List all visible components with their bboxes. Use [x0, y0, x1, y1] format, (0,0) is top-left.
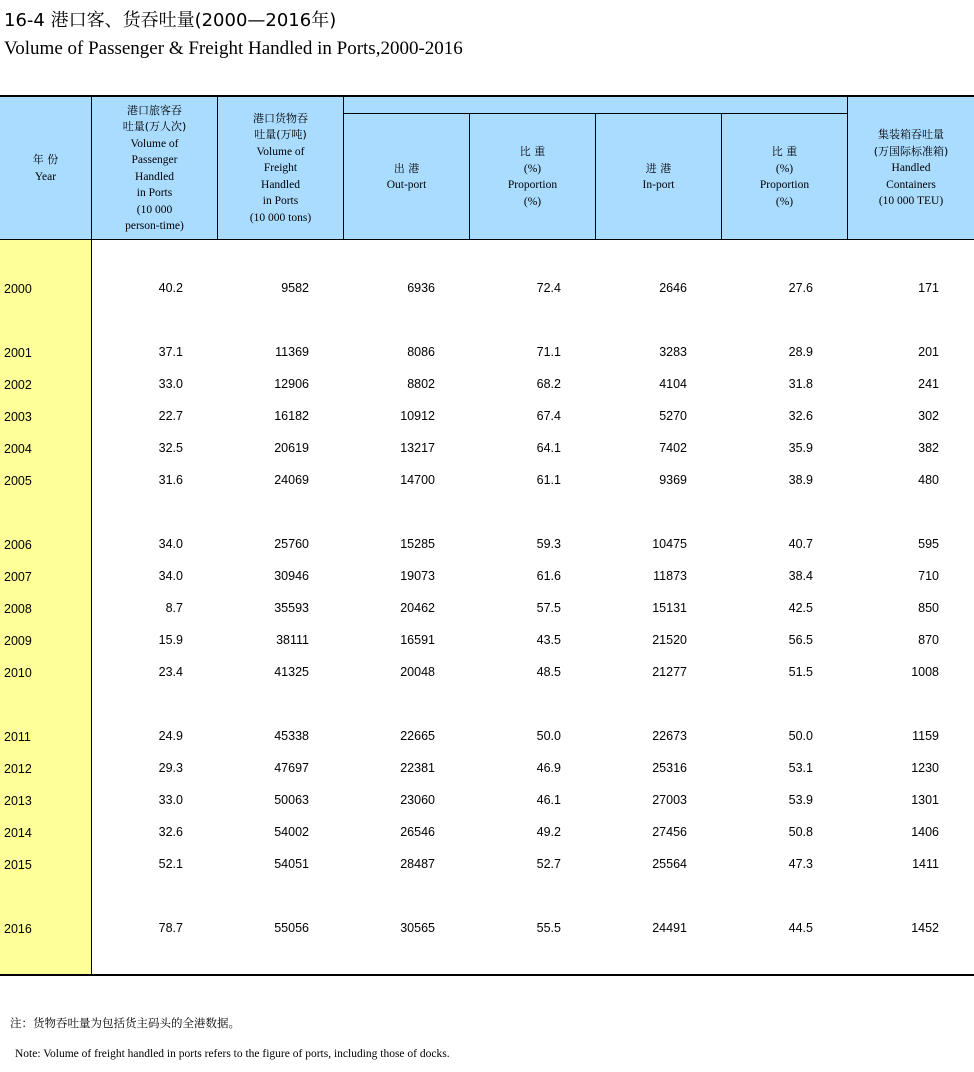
note-en: Note: Volume of freight handled in ports refers to the figure of ports, including those of docks. — [15, 1048, 450, 1060]
outport-cell: 19073 — [400, 569, 435, 583]
year-cell: 2007 — [4, 570, 32, 584]
passenger-cell: 34.0 — [158, 537, 183, 551]
inport-cell: 3283 — [659, 345, 687, 359]
in-pct-cell: 38.9 — [788, 473, 813, 487]
passenger-cell: 32.5 — [158, 441, 183, 455]
outport-cell: 8086 — [407, 345, 435, 359]
freight-cell: 35593 — [274, 601, 309, 615]
in-pct-cell: 50.8 — [788, 825, 813, 839]
note-cn: 注：货物吞吐量为包括货主码头的全港数据。 — [10, 1016, 240, 1030]
inport-cell: 11873 — [653, 569, 687, 583]
passenger-cell: 52.1 — [158, 857, 183, 871]
passenger-cell: 23.4 — [158, 665, 183, 679]
header-in-proportion-en: Proportion — [759, 179, 810, 191]
in-pct-cell: 53.9 — [788, 793, 813, 807]
outport-cell: 28487 — [400, 857, 435, 871]
grid-line — [595, 113, 596, 240]
year-cell: 2000 — [4, 282, 32, 296]
containers-cell: 1159 — [912, 729, 939, 743]
containers-cell: 1008 — [911, 665, 939, 679]
outport-cell: 22665 — [400, 729, 435, 743]
year-cell: 2002 — [4, 378, 32, 392]
header-in-proportion-cn: 比 重 — [771, 145, 798, 158]
freight-cell: 55056 — [274, 921, 309, 935]
inport-cell: 27456 — [652, 825, 687, 839]
in-pct-cell: 42.5 — [788, 601, 813, 615]
out-pct-cell: 72.4 — [536, 281, 561, 295]
containers-cell: 1411 — [912, 857, 939, 871]
passenger-cell: 33.0 — [158, 377, 183, 391]
year-cell: 2014 — [4, 826, 32, 840]
header-out-proportion-pct1: (%) — [523, 162, 542, 175]
in-pct-cell: 27.6 — [788, 281, 813, 295]
containers-cell: 171 — [918, 281, 939, 295]
containers-cell: 595 — [918, 537, 939, 551]
containers-cell: 1301 — [911, 793, 939, 807]
inport-cell: 22673 — [652, 729, 687, 743]
header-containers-cn1: 集装箱吞吐量 — [878, 128, 944, 142]
in-pct-cell: 44.5 — [788, 921, 813, 935]
header-inport-cn: 进 港 — [645, 161, 672, 175]
outport-cell: 8802 — [407, 377, 435, 391]
header-passenger-en-5: person-time) — [125, 220, 184, 232]
passenger-cell: 32.6 — [158, 825, 183, 839]
containers-cell: 710 — [918, 569, 939, 583]
header-containers-en-1: Containers — [886, 178, 936, 191]
freight-cell: 24069 — [274, 473, 309, 487]
header-out-proportion-pct2: (%) — [523, 195, 542, 208]
header-freight-cn2: 吐量(万吨) — [254, 128, 307, 142]
out-pct-cell: 50.0 — [536, 729, 561, 743]
freight-cell: 9582 — [281, 281, 309, 295]
header-inport — [596, 114, 721, 240]
passenger-cell: 8.7 — [165, 601, 183, 615]
year-cell: 2010 — [4, 666, 32, 680]
freight-cell: 25760 — [274, 537, 309, 551]
outport-cell: 20462 — [400, 601, 435, 615]
passenger-cell: 22.7 — [158, 409, 183, 423]
out-pct-cell: 59.3 — [536, 537, 561, 551]
header-freight-span — [344, 97, 847, 113]
header-containers-cn2: (万国际标准箱) — [873, 144, 949, 158]
header-passenger-cn1: 港口旅客吞 — [127, 103, 182, 117]
freight-cell: 38111 — [276, 633, 309, 647]
inport-cell: 15131 — [652, 601, 687, 615]
header-outport-cn: 出 港 — [393, 161, 420, 175]
containers-cell: 1406 — [911, 825, 939, 839]
in-pct-cell: 32.6 — [788, 409, 813, 423]
containers-cell: 870 — [918, 633, 939, 647]
in-pct-cell: 56.5 — [788, 633, 813, 647]
containers-cell: 850 — [918, 601, 939, 615]
outport-cell: 30565 — [400, 921, 435, 935]
year-cell: 2005 — [4, 474, 32, 488]
year-cell: 2008 — [4, 602, 32, 616]
out-pct-cell: 67.4 — [536, 409, 561, 423]
header-in-proportion-pct2: (%) — [775, 195, 794, 208]
in-pct-cell: 35.9 — [788, 441, 813, 455]
header-year — [0, 97, 91, 240]
grid-line — [343, 113, 848, 114]
freight-cell: 12906 — [274, 377, 309, 391]
header-bottom-line — [0, 239, 974, 240]
out-pct-cell: 46.1 — [536, 793, 561, 807]
in-pct-cell: 53.1 — [788, 761, 813, 775]
header-freight-en-3: in Ports — [262, 195, 299, 208]
freight-cell: 11369 — [275, 345, 309, 359]
in-pct-cell: 51.5 — [788, 665, 813, 679]
header-passenger-en-1: Passenger — [131, 154, 178, 166]
header-containers-en-2: (10 000 TEU) — [878, 195, 944, 208]
out-pct-cell: 71.1 — [536, 345, 561, 359]
inport-cell: 10475 — [652, 537, 687, 551]
header-passenger-cn2: 吐量(万人次) — [122, 120, 187, 133]
in-pct-cell: 38.4 — [788, 569, 813, 583]
outport-cell: 16591 — [400, 633, 435, 647]
year-cell: 2001 — [4, 346, 32, 360]
in-pct-cell: 50.0 — [788, 729, 813, 743]
freight-cell: 50063 — [274, 793, 309, 807]
outport-cell: 14700 — [400, 473, 435, 487]
freight-cell: 41325 — [274, 665, 309, 679]
grid-line — [343, 97, 344, 240]
header-inport-en: In-port — [642, 179, 675, 191]
out-pct-cell: 55.5 — [536, 921, 561, 935]
year-cell: 2011 — [4, 730, 31, 744]
containers-cell: 1230 — [911, 761, 939, 775]
data-table — [0, 95, 974, 975]
header-in-proportion — [722, 114, 847, 240]
inport-cell: 25564 — [652, 857, 687, 871]
in-pct-cell: 31.8 — [788, 377, 813, 391]
passenger-cell: 31.6 — [158, 473, 183, 487]
header-out-proportion-en: Proportion — [507, 179, 558, 191]
containers-cell: 241 — [918, 377, 939, 391]
outport-cell: 15285 — [400, 537, 435, 551]
passenger-cell: 15.9 — [158, 633, 183, 647]
header-passenger-en-2: Handled — [135, 170, 174, 183]
inport-cell: 21520 — [652, 633, 687, 647]
header-containers — [848, 97, 974, 240]
inport-cell: 4104 — [659, 377, 687, 391]
in-pct-cell: 40.7 — [788, 537, 813, 551]
in-pct-cell: 28.9 — [788, 345, 813, 359]
out-pct-cell: 52.7 — [536, 857, 561, 871]
out-pct-cell: 57.5 — [536, 601, 561, 615]
year-cell: 2009 — [4, 634, 32, 648]
year-cell: 2012 — [4, 762, 32, 776]
header-freight-en-2: Handled — [261, 178, 300, 191]
passenger-cell: 33.0 — [158, 793, 183, 807]
header-freight — [218, 97, 343, 240]
containers-cell: 1452 — [911, 921, 939, 935]
year-cell: 2013 — [4, 794, 32, 808]
inport-cell: 2646 — [659, 281, 687, 295]
containers-cell: 302 — [918, 409, 939, 423]
grid-line — [91, 97, 92, 240]
table-title-en: Volume of Passenger & Freight Handled in Ports,2000-2016 — [4, 38, 463, 59]
year-cell: 2015 — [4, 858, 32, 872]
out-pct-cell: 68.2 — [536, 377, 561, 391]
freight-cell: 30946 — [274, 569, 309, 583]
out-pct-cell: 49.2 — [536, 825, 561, 839]
header-in-proportion-pct1: (%) — [775, 162, 794, 175]
year-cell: 2004 — [4, 442, 32, 456]
containers-cell: 480 — [918, 473, 939, 487]
year-cell: 2003 — [4, 410, 32, 424]
out-pct-cell: 48.5 — [536, 665, 561, 679]
out-pct-cell: 46.9 — [536, 761, 561, 775]
passenger-cell: 24.9 — [158, 729, 183, 743]
outport-cell: 6936 — [407, 281, 435, 295]
grid-line — [217, 97, 218, 240]
header-passenger-en-4: (10 000 — [136, 203, 173, 216]
out-pct-cell: 43.5 — [536, 633, 561, 647]
passenger-cell: 34.0 — [158, 569, 183, 583]
passenger-cell: 78.7 — [158, 921, 183, 935]
freight-cell: 16182 — [274, 409, 309, 423]
containers-cell: 201 — [918, 345, 939, 359]
header-outport — [344, 114, 469, 240]
freight-cell: 20619 — [274, 441, 309, 455]
passenger-cell: 37.1 — [158, 345, 183, 359]
year-cell: 2016 — [4, 922, 32, 936]
freight-cell: 45338 — [274, 729, 309, 743]
containers-cell: 382 — [918, 441, 939, 455]
passenger-cell: 29.3 — [158, 761, 183, 775]
outport-cell: 10912 — [400, 409, 435, 423]
year-cell: 2006 — [4, 538, 32, 552]
grid-line — [721, 113, 722, 240]
inport-cell: 5270 — [659, 409, 687, 423]
inport-cell: 25316 — [652, 761, 687, 775]
header-freight-cn1: 港口货物吞 — [253, 111, 308, 125]
header-containers-en-0: Handled — [891, 162, 931, 175]
header-freight-en-1: Freight — [263, 162, 298, 175]
freight-cell: 54051 — [274, 857, 309, 871]
out-pct-cell: 61.1 — [536, 473, 561, 487]
grid-line — [847, 97, 848, 240]
in-pct-cell: 47.3 — [788, 857, 813, 871]
header-passenger-en-0: Volume of — [130, 137, 179, 150]
inport-cell: 7402 — [659, 441, 687, 455]
passenger-cell: 40.2 — [158, 281, 183, 295]
header-freight-en-4: (10 000 tons) — [249, 211, 312, 224]
outport-cell: 26546 — [400, 825, 435, 839]
out-pct-cell: 64.1 — [536, 441, 561, 455]
inport-cell: 21277 — [652, 665, 687, 679]
outport-cell: 20048 — [400, 665, 435, 679]
inport-cell: 24491 — [652, 921, 687, 935]
outport-cell: 13217 — [400, 441, 435, 455]
header-freight-en-0: Volume of — [256, 145, 305, 158]
header-out-proportion-cn: 比 重 — [519, 145, 546, 158]
header-outport-en: Out-port — [386, 179, 427, 191]
header-out-proportion — [470, 114, 595, 240]
inport-cell: 9369 — [659, 473, 687, 487]
header-year-cn: 年 份 — [32, 153, 59, 166]
table-bottom-rule — [0, 974, 974, 976]
header-passenger-en-3: in Ports — [136, 187, 173, 199]
outport-cell: 23060 — [400, 793, 435, 807]
header-year-en: Year — [34, 170, 57, 183]
header-passenger — [92, 97, 217, 240]
freight-cell: 47697 — [274, 761, 309, 775]
table-title-cn: 16-4 港口客、货吞吐量(2000—2016年) — [4, 10, 337, 31]
grid-line — [469, 113, 470, 240]
out-pct-cell: 61.6 — [536, 569, 561, 583]
freight-cell: 54002 — [274, 825, 309, 839]
inport-cell: 27003 — [652, 793, 687, 807]
outport-cell: 22381 — [400, 761, 435, 775]
